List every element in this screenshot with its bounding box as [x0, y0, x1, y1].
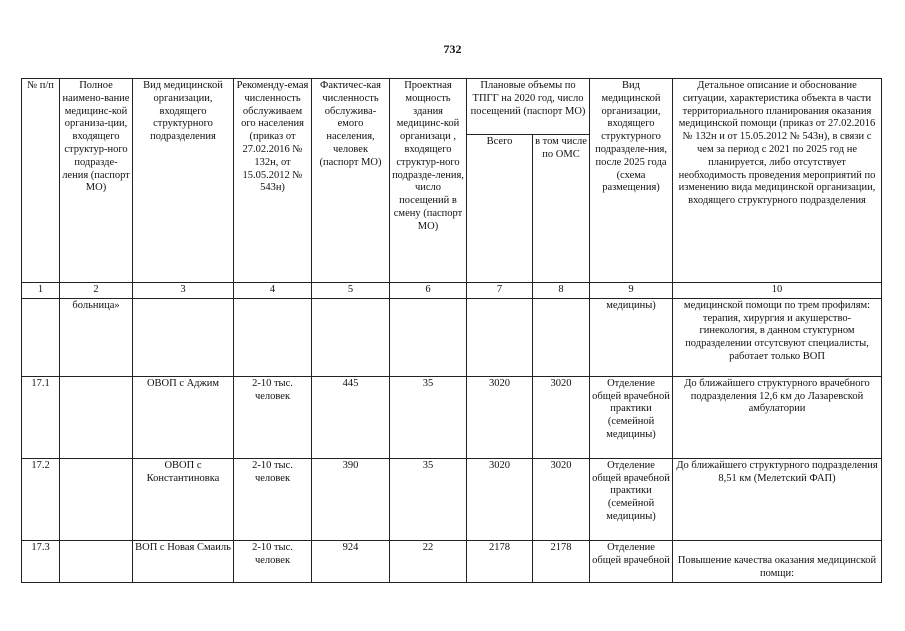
column-number: 7: [467, 283, 533, 299]
cell-org-type: ОВОП с Аджим: [133, 376, 234, 458]
header-cell-description: Детальное описание и обоснование ситуации, характеристика объекта в части территориального планирования оказания медицинской помощи (приказ от 27.02.2016 № 132н и от 15.05.2012 № 543н), в связи с чем за период с 2021 по 2025 год не планируется, либо отсутствует необходимость проведения мероприятий по изменению вида медицинской организации, входящего структурного подразделения: [673, 79, 882, 283]
cell-description: медицинской помощи по трем профилям: терапия, хирургия и акушерство-гинекология, в данном стуктурном подразделении отсутсвуют специалисты, работает только ВОП: [673, 298, 882, 376]
cell-org-type: [133, 298, 234, 376]
cell-planned-oms: [533, 298, 590, 376]
hospital-plan-table: [21, 78, 882, 583]
cell-number: 17.3: [22, 540, 60, 582]
cell-actual-population: [312, 298, 390, 376]
cell-org-type-after-2025: Отделение общей врачебной практики (семейной медицины): [590, 376, 673, 458]
cell-planned-oms: 2178: [533, 540, 590, 582]
page-number: 732: [443, 42, 462, 56]
cell-description: До ближайшего структурного врачебного подразделения 12,6 км до Лазаревской амбулатории: [673, 376, 882, 458]
column-number: 4: [234, 283, 312, 299]
column-number: 3: [133, 283, 234, 299]
cell-recommended-population: 2-10 тыс. человек: [234, 540, 312, 582]
cell-recommended-population: [234, 298, 312, 376]
cell-org-type-after-2025: Отделение общей врачебной практики (семейной медицины): [590, 458, 673, 540]
cell-planned-oms: 3020: [533, 458, 590, 540]
cell-number: 17.1: [22, 376, 60, 458]
header-cell-number: № п/п: [22, 79, 60, 283]
header-cell-total: Всего: [467, 135, 533, 283]
column-number: 9: [590, 283, 673, 299]
cell-org-type: ОВОП с Константиновка: [133, 458, 234, 540]
cell-org-type-after-2025: медицины): [590, 298, 673, 376]
cell-number: [22, 298, 60, 376]
cell-actual-population: 390: [312, 458, 390, 540]
header-cell-org-type: Вид медицинской организации, входящего структурного подразделения: [133, 79, 234, 283]
column-number-row: [22, 283, 882, 299]
column-number: 5: [312, 283, 390, 299]
column-number: 10: [673, 283, 882, 299]
cell-design-capacity: 35: [390, 458, 467, 540]
column-number: 8: [533, 283, 590, 299]
cell-org-type: ВОП с Новая Смаиль: [133, 540, 234, 582]
cell-planned-total: 3020: [467, 376, 533, 458]
cell-description: До ближайшего структурного подразделения 8,51 км (Мелетский ФАП): [673, 458, 882, 540]
cell-planned-total: 3020: [467, 458, 533, 540]
cell-planned-total: [467, 298, 533, 376]
column-number: 2: [60, 283, 133, 299]
cell-description: Повышение качества оказания медицинской помщи:: [673, 540, 882, 582]
header-cell-org-name: Полное наимено-вание медицинс-кой организа-ции, входящего структур-ного подразде-ления (паспорт МО): [60, 79, 133, 283]
header-cell-actual-population: Фактичес-кая численность обслужива-емого населения, человек (паспорт МО): [312, 79, 390, 283]
cell-org-name: больница»: [60, 298, 133, 376]
table-row: [22, 458, 882, 540]
cell-org-name: [60, 458, 133, 540]
cell-design-capacity: 22: [390, 540, 467, 582]
cell-design-capacity: 35: [390, 376, 467, 458]
cell-org-type-after-2025: Отделение общей врачебной: [590, 540, 673, 582]
cell-number: 17.2: [22, 458, 60, 540]
cell-planned-oms: 3020: [533, 376, 590, 458]
cell-org-name: [60, 540, 133, 582]
column-number: 1: [22, 283, 60, 299]
table-row: [22, 298, 882, 376]
column-number: 6: [390, 283, 467, 299]
header-cell-recommended-population: Рекоменду-емая численность обслуживаем ого населения (приказ от 27.02.2016 № 132н, от 15.05.2012 № 543н): [234, 79, 312, 283]
cell-actual-population: 924: [312, 540, 390, 582]
table-row: [22, 376, 882, 458]
cell-org-name: [60, 376, 133, 458]
cell-recommended-population: 2-10 тыс. человек: [234, 458, 312, 540]
header-cell-oms: в том числе по ОМС: [533, 135, 590, 283]
cell-design-capacity: [390, 298, 467, 376]
header-row-top: [22, 79, 882, 135]
cell-planned-total: 2178: [467, 540, 533, 582]
cell-recommended-population: 2-10 тыс. человек: [234, 376, 312, 458]
table-row: [22, 540, 882, 582]
cell-actual-population: 445: [312, 376, 390, 458]
header-cell-design-capacity: Проектная мощность здания медицинс-кой организаци , входящего структур-ного подразде-ления, число посещений в смену (паспорт МО): [390, 79, 467, 283]
header-cell-planned-volumes: Плановые объемы по ТПГГ на 2020 год, число посещений (паспорт МО): [467, 79, 590, 135]
header-cell-org-type-after-2025: Вид медицинской организации, входящего структурного подразделе-ния, после 2025 года (схема размещения): [590, 79, 673, 283]
